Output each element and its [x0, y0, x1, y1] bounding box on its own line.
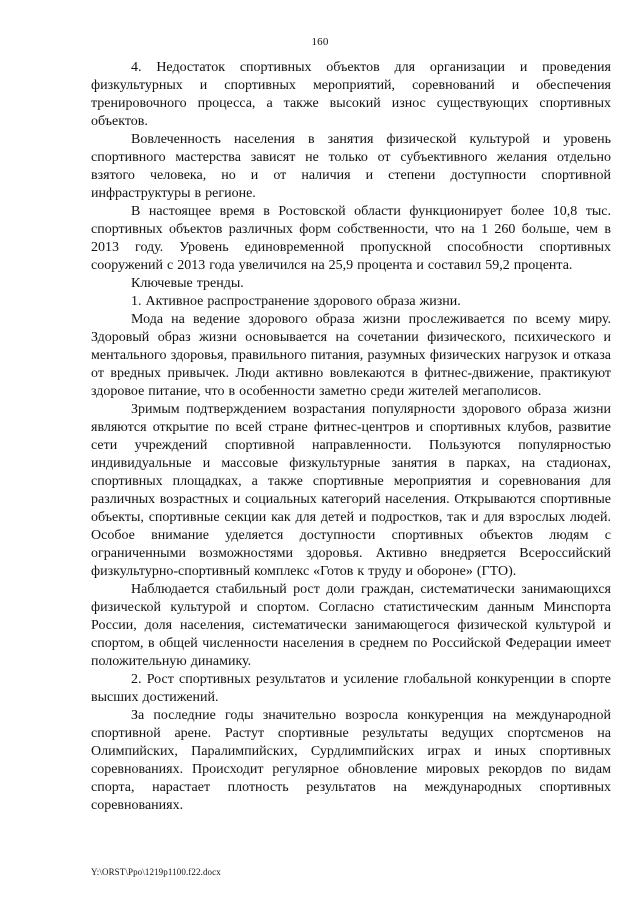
footer-file-path: Y:\ORST\Ppo\1219p1100.f22.docx	[91, 867, 221, 877]
paragraph-systematic-participation-growth: Наблюдается стабильный рост доли граждан, систематически занимающихся физической культурой и спортом. Согласно статистическим данным Минспорта России, доля населения, систематически занимающегося физической культурой и спортом, в общей численности населения в среднем по Российской Федерации имеет положительную динамику.	[91, 582, 611, 669]
paragraph-population-involvement: Вовлеченность населения в занятия физической культурой и уровень спортивного мастерства зависят не только от субъективного желания отдельно взятого человека, но и от наличия и степени доступности спортивной инфраструктуры в регионе.	[91, 132, 611, 201]
paragraph-rostov-facilities-stats: В настоящее время в Ростовской области функционирует более 10,8 тыс. спортивных объектов различных форм собственности, что на 1 260 больше, чем в 2013 году. Уровень единовременной пропускной способности спортивных сооружений с 2013 года увеличился на 25,9 процента и составил 59,2 процента.	[91, 204, 611, 273]
paragraph-international-competition: За последние годы значительно возросла конкуренция на международной спортивной арене. Растут спортивные результаты ведущих спортсменов на Олимпийских, Паралимпийских, Сурдлимпийских играх и иных спортивных соревнованиях. Происходит регулярное обновление мировых рекордов по видам спорта, нарастает плотность результатов на международных спортивных соревнованиях.	[91, 708, 611, 813]
page-number: 160	[311, 36, 329, 48]
document-body	[91, 59, 611, 815]
paragraph-key-trends-heading: Ключевые тренды.	[131, 276, 244, 291]
paragraph-trend-2-heading: 2. Рост спортивных результатов и усиление глобальной конкуренции в спорте высших достижений.	[91, 672, 611, 705]
paragraph-healthy-lifestyle-evidence: Зримым подтверждением возрастания популярности здорового образа жизни являются открытие по всей стране фитнес-центров и спортивных клубов, развитие сети учреждений спортивной направленности. Пользуются популярностью индивидуальные и массовые физкультурные занятия в парках, на стадионах, спортивных площадках, а также спортивные мероприятия и соревнования для различных возрастных и социальных категорий населения. Открываются спортивные объекты, спортивные секции как для детей и подростков, так и для взрослых людей. Особое внимание уделяется доступности спортивных объектов людям с ограниченными возможностями здоровья. Активно внедряется Всероссийский физкультурно-спортивный комплекс «Готов к труду и обороне» (ГТО).	[91, 402, 611, 579]
paragraph-shortage-of-facilities: 4. Недостаток спортивных объектов для организации и проведения физкультурных и спортивных мероприятий, соревнований и обеспечения тренировочного процесса, а также высокий износ существующих спортивных объектов.	[91, 60, 611, 129]
paragraph-healthy-lifestyle-fashion: Мода на ведение здорового образа жизни прослеживается по всему миру. Здоровый образ жизни основывается на сочетании физического, психического и ментального здоровья, правильного питания, разумных физических нагрузок и отказа от вредных привычек. Люди активно вовлекаются в фитнес-движение, практикуют здоровое питание, что в особенности заметно среди жителей мегаполисов.	[91, 312, 611, 399]
paragraph-trend-1-heading: 1. Активное распространение здорового образа жизни.	[131, 294, 461, 309]
